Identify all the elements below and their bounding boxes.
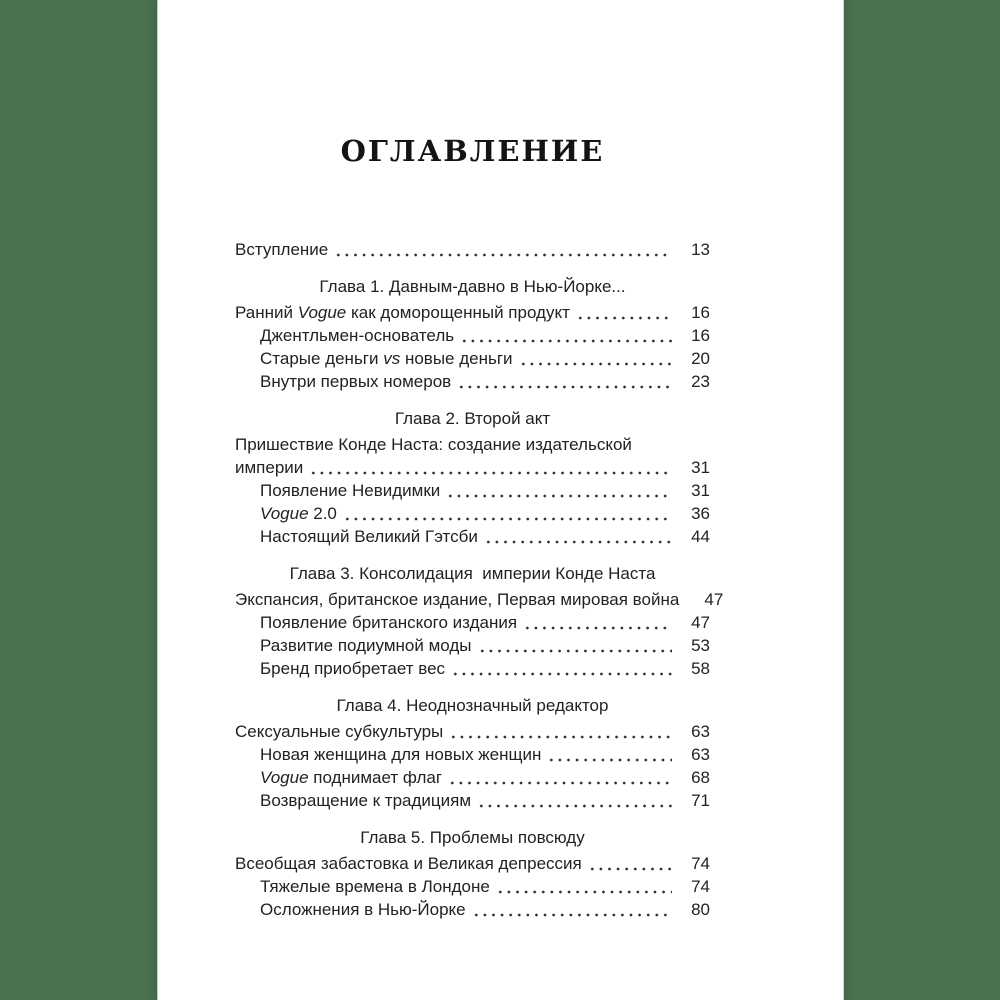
toc-entry [235, 852, 710, 875]
toc-entry-label: Джентльмен-основатель [260, 326, 455, 345]
page-number: 53 [691, 636, 710, 655]
page-number: 63 [691, 745, 710, 764]
page-number: 31 [691, 458, 710, 477]
toc-entry [235, 456, 710, 479]
page-number: 36 [691, 504, 710, 523]
toc-entry-label: Всеобщая забастовка и Великая депрессия [235, 854, 582, 873]
toc-entry [235, 789, 710, 812]
dot-leader [343, 517, 672, 521]
chapter-heading: Глава 3. Консолидация империи Конде Наста [289, 564, 656, 583]
toc-entry [235, 324, 710, 347]
toc-entry [235, 657, 710, 680]
dot-leader [477, 804, 672, 808]
chapter-heading: Глава 5. Проблемы повсюду [360, 828, 585, 847]
toc-entry-label: Старые деньги vs новые деньги [260, 349, 513, 368]
dot-leader [309, 471, 672, 475]
dot-leader [448, 781, 672, 785]
toc-entry [235, 588, 724, 611]
toc-entry-label: империи [235, 458, 304, 477]
page-number: 47 [691, 613, 710, 632]
dot-leader [446, 494, 672, 498]
toc-entry [235, 525, 710, 548]
page-number: 20 [691, 349, 710, 368]
page-number: 16 [691, 326, 710, 345]
toc-entry-label: Тяжелые времена в Лондоне [260, 877, 490, 896]
toc-entry-label: Осложнения в Нью-Йорке [260, 900, 466, 919]
toc-entry [235, 502, 710, 525]
dot-leader [472, 913, 672, 917]
page-number: 47 [704, 590, 724, 609]
toc-entry [235, 347, 710, 370]
book-page [157, 0, 844, 1000]
chapter-heading: Глава 1. Давным-давно в Нью-Йорке... [319, 277, 626, 296]
toc-entry [235, 743, 710, 766]
chapter-heading: Глава 4. Неоднозначный редактор [336, 696, 609, 715]
toc-entry-label: Пришествие Конде Наста: создание издательской [235, 435, 632, 454]
page-number: 58 [691, 659, 710, 678]
toc-entry [235, 433, 710, 456]
dot-leader [451, 672, 672, 676]
dot-leader [547, 758, 672, 762]
toc-entry [235, 898, 710, 921]
toc-entry-label: Настоящий Великий Гэтсби [260, 527, 478, 546]
dot-leader [460, 339, 672, 343]
page-number: 63 [691, 722, 710, 741]
toc-entry [235, 370, 710, 393]
page-number: 74 [691, 877, 710, 896]
toc-entry [235, 875, 710, 898]
dot-leader [576, 316, 672, 320]
table-of-contents [235, 238, 724, 921]
dot-leader [519, 362, 672, 366]
page-number: 74 [691, 854, 710, 873]
toc-entry-label: Возвращение к традициям [260, 791, 472, 810]
toc-entry-label: Появление британского издания [260, 613, 518, 632]
page-number: 16 [691, 303, 710, 322]
page-number: 68 [691, 768, 710, 787]
toc-entry-label: Сексуальные субкультуры [235, 722, 444, 741]
toc-entry-label: Внутри первых номеров [260, 372, 452, 391]
toc-entry [235, 238, 710, 261]
page-number: 44 [691, 527, 710, 546]
toc-entry-label: Новая женщина для новых женщин [260, 745, 542, 764]
toc-entry-label: Vogue поднимает флаг [260, 768, 443, 787]
toc-entry-label: Экспансия, британское издание, Первая мировая война [235, 590, 680, 609]
chapter-heading: Глава 2. Второй акт [394, 409, 551, 428]
dot-leader [496, 890, 672, 894]
dot-leader [588, 867, 672, 871]
dot-leader [457, 385, 672, 389]
toc-entry [235, 301, 710, 324]
toc-entry [235, 766, 710, 789]
toc-entry-label: Появление Невидимки [260, 481, 441, 500]
toc-entry-label: Развитие подиумной моды [260, 636, 472, 655]
page-number: 80 [691, 900, 710, 919]
dot-leader [484, 540, 672, 544]
page-number: 71 [691, 791, 710, 810]
toc-entry-label: Vogue 2.0 [260, 504, 337, 523]
toc-entry [235, 720, 710, 743]
dot-leader [523, 626, 672, 630]
toc-entry-label: Вступление [235, 240, 329, 259]
toc-entry-label: Бренд приобретает вес [260, 659, 446, 678]
dot-leader [334, 253, 672, 257]
page-number: 31 [691, 481, 710, 500]
dot-leader [478, 649, 673, 653]
page-title: ОГЛАВЛЕНИЕ [340, 134, 605, 168]
page-number: 13 [691, 240, 710, 259]
toc-entry [235, 611, 710, 634]
toc-entry [235, 634, 710, 657]
toc-entry [235, 479, 710, 502]
toc-entry-label: Ранний Vogue как доморощенный продукт [235, 303, 570, 322]
page-number: 23 [691, 372, 710, 391]
dot-leader [449, 735, 672, 739]
